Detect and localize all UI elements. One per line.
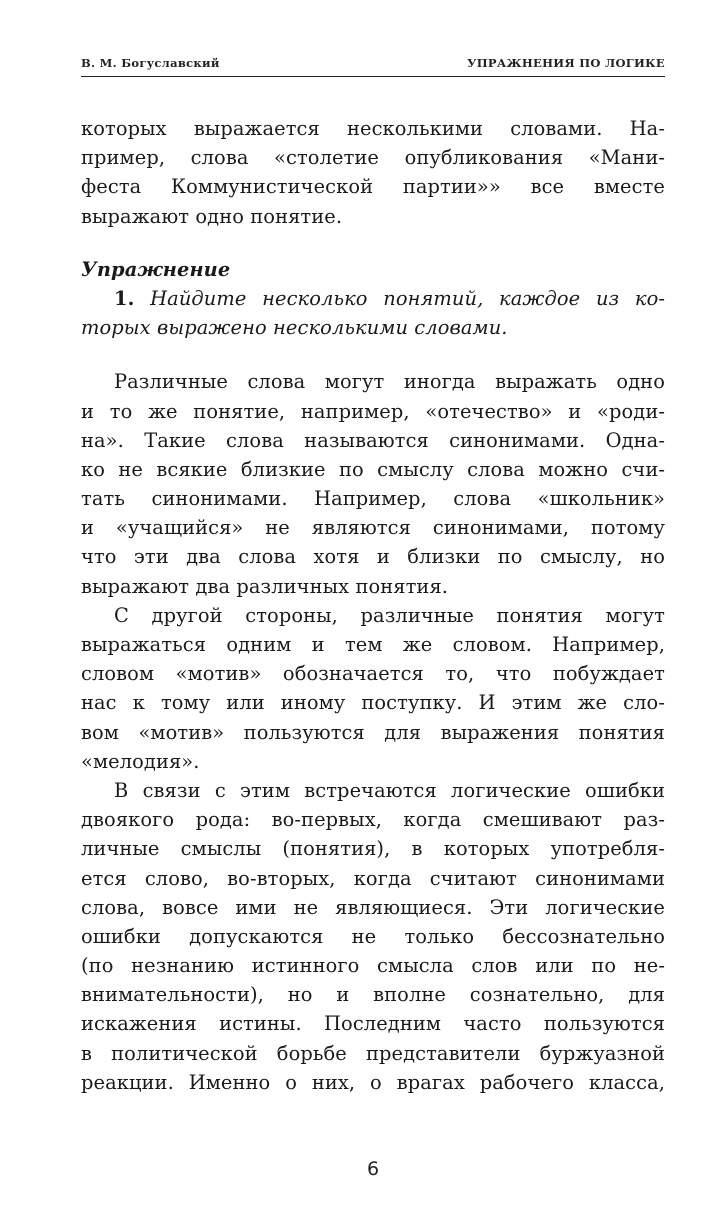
book-page xyxy=(81,0,665,1217)
body-text xyxy=(81,114,665,1097)
text-line: и «учащийся» не являются синонимами, потому xyxy=(81,516,665,540)
text-line: выражаться одним и тем же словом. Например, xyxy=(81,633,665,656)
page-number: 6 xyxy=(366,1158,380,1180)
intro-paragraph xyxy=(81,114,665,231)
exercise-line xyxy=(81,284,665,313)
exercise-number: 1. xyxy=(114,286,135,310)
text-line: С другой стороны, различные понятия могут xyxy=(114,603,665,627)
text-line: тать синонимами. Например, слова «школьник» xyxy=(81,487,665,511)
text-line: в политической борьбе представители буржуазной xyxy=(81,1041,665,1065)
paragraph-synonyms xyxy=(81,367,665,601)
text-line: Различные слова могут иногда выражать одно xyxy=(114,370,665,394)
text-line: которых выражается несколькими словами. На- xyxy=(81,117,665,140)
text-line: словом «мотив» обозначается то, что побуждает xyxy=(81,662,665,686)
exercise-text: Найдите несколько понятий, каждое из ко- xyxy=(150,286,666,310)
exercise-block xyxy=(81,255,665,343)
text-line: внимательности), но и вполне сознательно, для xyxy=(81,983,665,1007)
text-line: искажения истины. Последним часто пользуются xyxy=(81,1012,665,1036)
text-line: «мелодия». xyxy=(81,749,200,773)
header-rule xyxy=(81,76,665,77)
text-line: вом «мотив» пользуются для выражения понятия xyxy=(81,720,665,744)
text-line: В связи с этим встречаются логические ошибки xyxy=(114,778,665,802)
exercise-line: торых выражено несколькими словами. xyxy=(81,316,508,340)
header-author: В. М. Богуславский xyxy=(81,56,220,70)
text-line: нас к тому или иному поступку. И этим же сло- xyxy=(81,691,665,715)
text-line: ется слово, во-вторых, когда считают синонимами xyxy=(81,866,665,890)
header-title: УПРАЖНЕНИЯ ПО ЛОГИКЕ xyxy=(467,56,665,70)
text-line: личные смыслы (понятия), в которых употребля- xyxy=(81,837,665,861)
text-line: выражают одно понятие. xyxy=(81,204,343,228)
text-line: ко не всякие близкие по смыслу слова можно счи- xyxy=(81,457,665,481)
text-line: и то же понятие, например, «отечество» и «роди- xyxy=(81,399,665,423)
exercise-heading: Упражнение xyxy=(81,257,231,281)
text-line: пример, слова «столетие опубликования «Мани- xyxy=(81,146,665,170)
text-line: реакции. Именно о них, о врагах рабочего класса, xyxy=(81,1070,665,1094)
text-line: феста Коммунистической партии»» все вместе xyxy=(81,175,665,199)
running-header xyxy=(81,56,665,70)
text-line: выражают два различных понятия. xyxy=(81,574,449,598)
text-line: ошибки допускаются не только бессознательно xyxy=(81,924,665,948)
text-line: слова, вовсе ими не являющиеся. Эти логические xyxy=(81,895,665,919)
paragraph-homonyms xyxy=(81,601,665,776)
text-line: двоякого рода: во-первых, когда смешивают раз- xyxy=(81,808,665,832)
text-line: на». Такие слова называются синонимами. Одна- xyxy=(81,428,665,452)
text-line: что эти два слова хотя и близки по смыслу, но xyxy=(81,545,665,569)
text-line: (по незнанию истинного смысла слов или по не- xyxy=(81,954,665,978)
paragraph-logical-errors xyxy=(81,776,665,1097)
